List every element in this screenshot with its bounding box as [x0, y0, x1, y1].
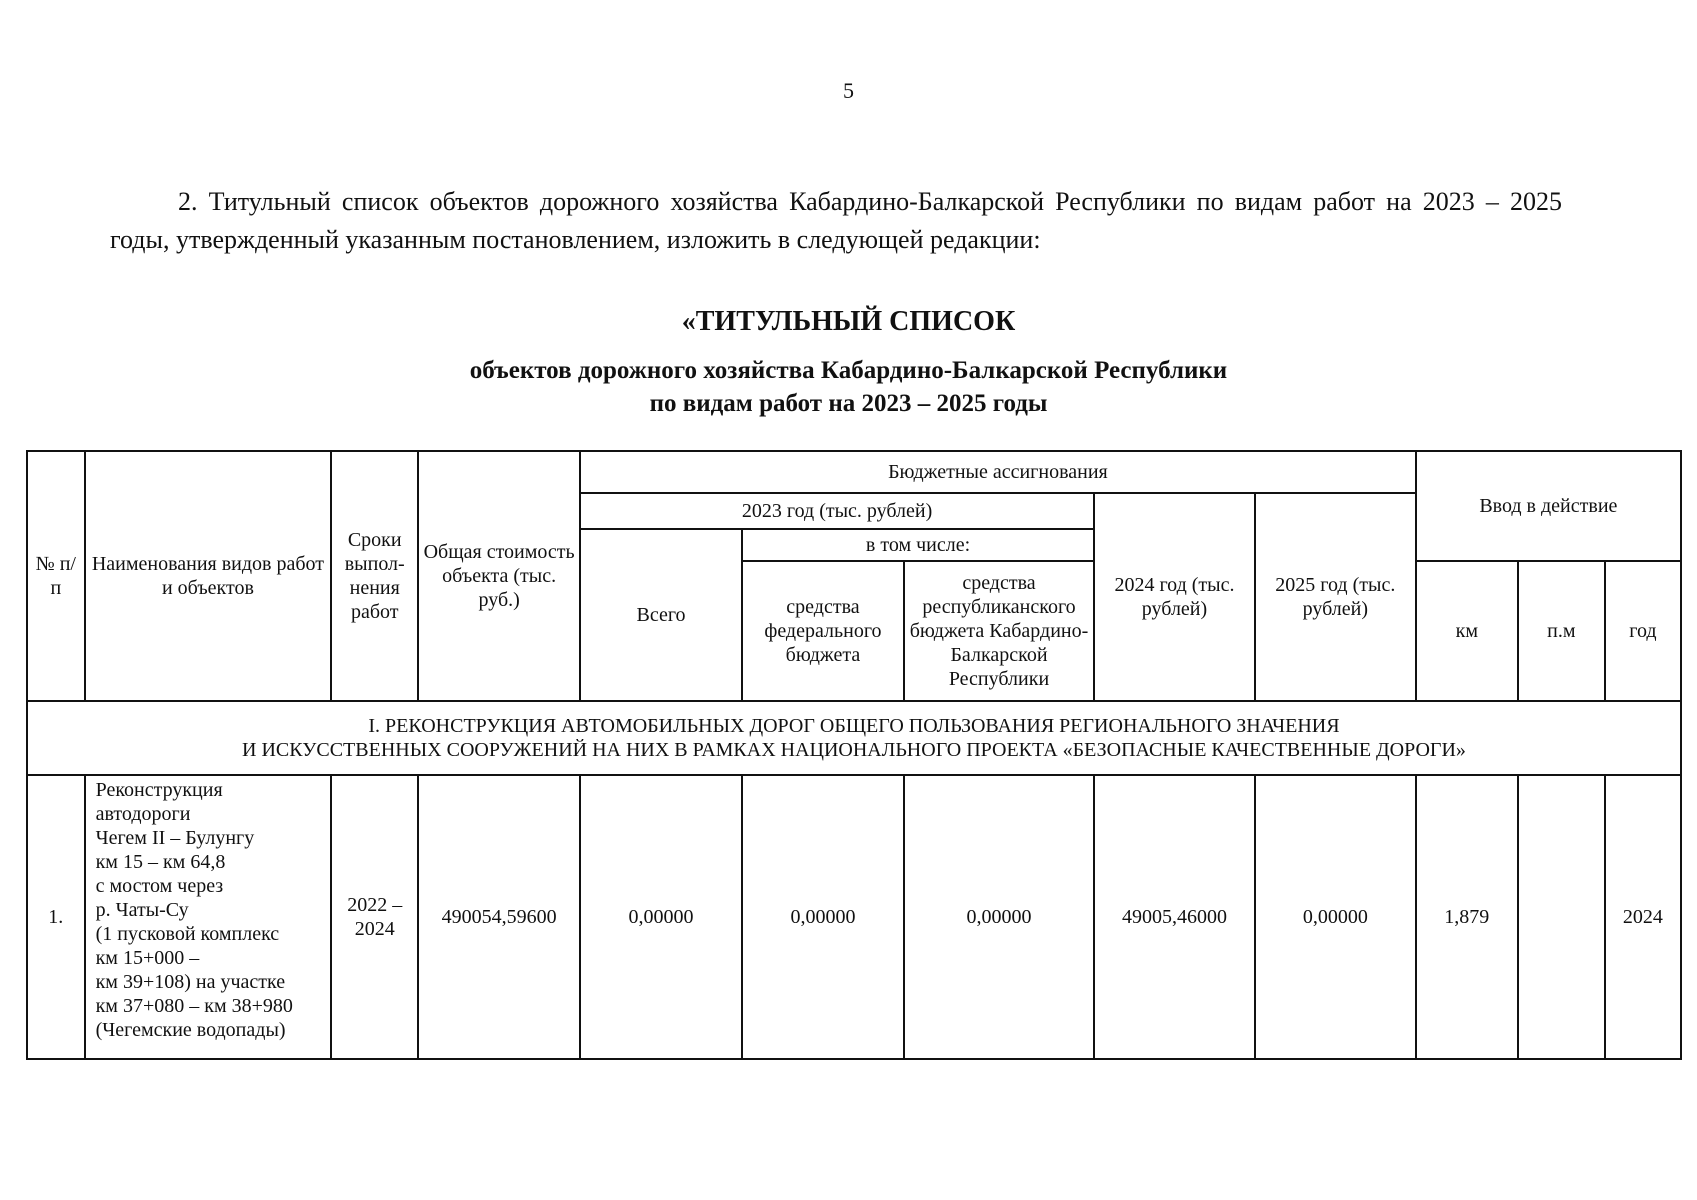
subtitle-line-2: по видам работ на 2023 – 2025 годы: [649, 390, 1048, 417]
section-heading-line-2: И ИСКУССТВЕННЫХ СООРУЖЕНИЙ НА НИХ В РАМКАХ НАЦИОНАЛЬНОГО ПРОЕКТА «БЕЗОПАСНЫЕ КАЧЕСТВЕННЫЕ ДОРОГИ»: [242, 739, 1466, 761]
header-pm: п.м: [1518, 561, 1605, 701]
cell-year: 2024: [1605, 775, 1681, 1059]
object-name-line: автодороги: [95, 803, 191, 825]
header-terms: Сроки выпол-нения работ: [331, 451, 418, 701]
cell-year-2025: 0,00000: [1255, 775, 1416, 1059]
cell-pm: [1518, 775, 1605, 1059]
header-year: год: [1605, 561, 1681, 701]
header-year-2023: 2023 год (тыс. рублей): [580, 493, 1094, 529]
object-name-line: Реконструкция: [95, 779, 223, 801]
object-name-line: км 15+000 –: [95, 947, 200, 969]
cell-object-name: [85, 775, 332, 1059]
cell-year-2024: 49005,46000: [1094, 775, 1255, 1059]
cell-regional: 0,00000: [904, 775, 1094, 1059]
page-number: 5: [843, 78, 854, 103]
terms-line-2: 2024: [354, 918, 395, 940]
object-name-line: р. Чаты-Су: [95, 899, 189, 921]
object-name-line: с мостом через: [95, 875, 224, 897]
header-num: № п/п: [27, 451, 85, 701]
header-regional: средства республиканского бюджета Кабардино-Балкарской Республики: [904, 561, 1094, 701]
object-name-line: км 39+108) на участке: [95, 971, 286, 993]
section-heading: [27, 701, 1681, 775]
table-row: [27, 775, 1681, 1059]
subtitle-line-1: объектов дорожного хозяйства Кабардино-Балкарской Республики: [469, 357, 1228, 384]
object-name-line: Чегем II – Булунгу: [95, 827, 255, 849]
header-federal: средства федерального бюджета: [742, 561, 904, 701]
header-total: Всего: [580, 529, 742, 701]
header-name: Наименования видов работ и объектов: [85, 451, 332, 701]
terms-line-1: 2022 –: [347, 894, 403, 916]
intro-paragraph: 2. Титульный список объектов дорожного хозяйства Кабардино-Балкарской Республики по видам работ на 2023 – 2025 годы, утвержденный указанным постановлением, изложить в следующей редакции:: [110, 187, 1562, 254]
header-total-cost: Общая стоимость объекта (тыс. руб.): [418, 451, 580, 701]
title-list-table: [26, 450, 1682, 1060]
cell-total-cost: 490054,59600: [418, 775, 580, 1059]
object-name-line: (Чегемские водопады): [95, 1019, 286, 1041]
document-subtitle: [0, 354, 1697, 420]
header-year-2024: 2024 год (тыс. рублей): [1094, 493, 1255, 701]
cell-terms: [331, 775, 418, 1059]
header-commissioning: Ввод в действие: [1416, 451, 1681, 561]
cell-federal: 0,00000: [742, 775, 904, 1059]
cell-num: 1.: [27, 775, 85, 1059]
cell-km: 1,879: [1416, 775, 1518, 1059]
document-title: «ТИТУЛЬНЫЙ СПИСОК: [681, 306, 1016, 337]
object-name-line: (1 пусковой комплекс: [95, 923, 280, 945]
cell-total-2023: 0,00000: [580, 775, 742, 1059]
header-including: в том числе:: [742, 529, 1094, 561]
header-km: км: [1416, 561, 1518, 701]
object-name-line: км 37+080 – км 38+980: [95, 995, 293, 1017]
object-name-line: км 15 – км 64,8: [95, 851, 226, 873]
header-year-2025: 2025 год (тыс. рублей): [1255, 493, 1416, 701]
header-budget: Бюджетные ассигнования: [580, 451, 1416, 493]
section-heading-line-1: I. РЕКОНСТРУКЦИЯ АВТОМОБИЛЬНЫХ ДОРОГ ОБЩЕГО ПОЛЬЗОВАНИЯ РЕГИОНАЛЬНОГО ЗНАЧЕНИЯ: [368, 715, 1340, 737]
